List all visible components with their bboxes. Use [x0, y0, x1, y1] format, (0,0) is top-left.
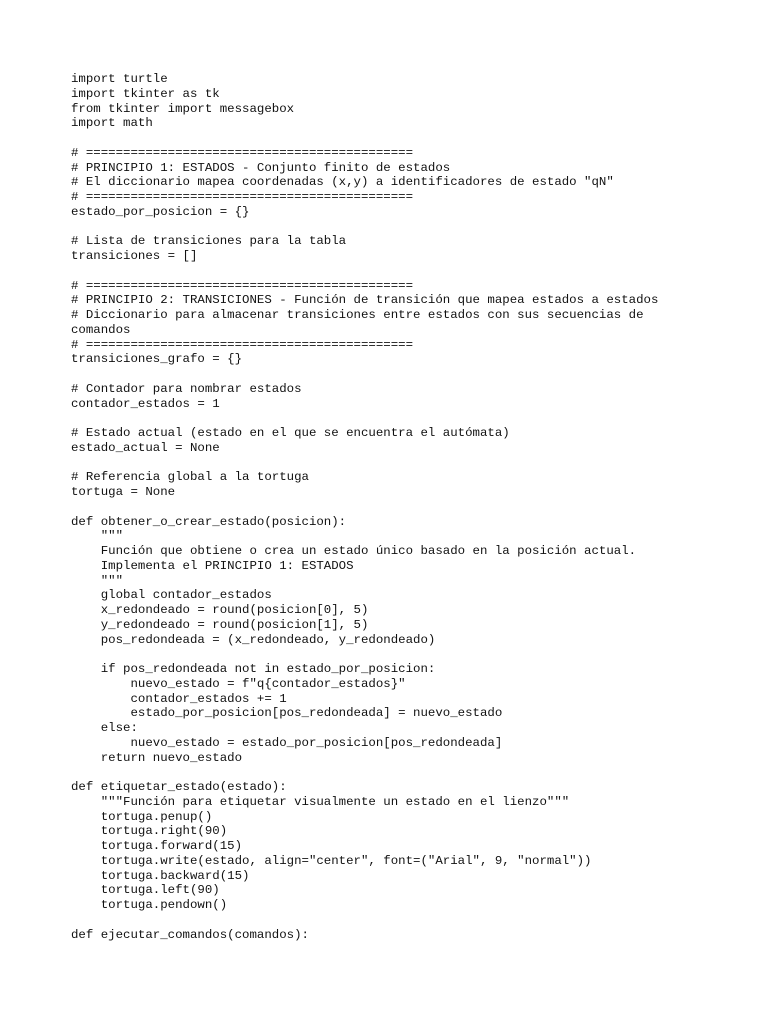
code-line: # El diccionario mapea coordenadas (x,y) a identificadores de estado "qN": [71, 175, 614, 190]
code-line: # Referencia global a la tortuga: [71, 470, 309, 485]
code-line: transiciones_grafo = {}: [71, 352, 243, 367]
code-line: [71, 131, 731, 146]
code-line: # ============================================: [71, 337, 414, 352]
code-line: estado_por_posicion = {}: [71, 204, 250, 219]
code-line: from tkinter import messagebox: [71, 101, 295, 116]
code-line: # Estado actual (estado en el que se encuentra el autómata): [71, 426, 510, 440]
code-line: tortuga = None: [71, 485, 176, 499]
code-line: global contador_estados: [71, 588, 272, 603]
code-line: import tkinter as tk: [71, 86, 220, 101]
code-line: Función que obtiene o crea un estado único basado en la posición actual.: [71, 544, 637, 558]
code-line: else:: [71, 721, 138, 735]
code-line: transiciones = []: [71, 249, 198, 263]
code-line: pos_redondeada = (x_redondeado, y_redondeado): [71, 632, 436, 647]
code-line: def ejecutar_comandos(comandos):: [71, 927, 309, 942]
code-line: # ============================================: [71, 190, 414, 204]
code-line: return nuevo_estado: [71, 750, 243, 765]
code-line: estado_por_posicion[pos_redondeada] = nuevo_estado: [71, 706, 503, 721]
code-line: [71, 367, 731, 382]
code-line: tortuga.left(90): [71, 883, 220, 898]
code-line: def etiquetar_estado(estado):: [71, 780, 287, 794]
code-line: import turtle: [71, 72, 168, 86]
code-line: # Contador para nombrar estados: [71, 381, 302, 396]
code-line: tortuga.penup(): [71, 809, 213, 824]
code-line: # ============================================: [71, 145, 414, 160]
code-line: nuevo_estado = f"q{contador_estados}": [71, 676, 406, 691]
code-line: [71, 220, 731, 235]
code-line: # Lista de transiciones para la tabla: [71, 234, 347, 249]
code-line: import math: [71, 116, 153, 131]
code-line: [71, 913, 731, 928]
code-line: [71, 647, 731, 662]
code-line: tortuga.forward(15): [71, 839, 243, 853]
code-line: comandos: [71, 322, 131, 337]
code-line: [71, 765, 731, 780]
code-line: tortuga.right(90): [71, 824, 228, 839]
code-line: tortuga.pendown(): [71, 898, 228, 912]
code-line: # PRINCIPIO 1: ESTADOS - Conjunto finito de estados: [71, 160, 451, 175]
code-line: nuevo_estado = estado_por_posicion[pos_redondeada]: [71, 735, 503, 750]
code-line: # Diccionario para almacenar transiciones entre estados con sus secuencias de: [71, 308, 644, 322]
code-line: estado_actual = None: [71, 440, 220, 455]
code-line: def obtener_o_crear_estado(posicion):: [71, 514, 347, 529]
code-line: y_redondeado = round(posicion[1], 5): [71, 617, 369, 632]
code-line: contador_estados = 1: [71, 396, 220, 411]
code-line: [71, 264, 731, 279]
code-line: tortuga.write(estado, align="center", font=("Arial", 9, "normal")): [71, 853, 592, 868]
code-line: """: [71, 573, 124, 588]
code-line: [71, 500, 731, 515]
code-line: # PRINCIPIO 2: TRANSICIONES - Función de transición que mapea estados a estados: [71, 293, 659, 308]
code-line: if pos_redondeada not in estado_por_posicion:: [71, 662, 436, 676]
code-line: """: [71, 529, 124, 544]
code-line: [71, 456, 731, 471]
code-line: # ============================================: [71, 278, 414, 293]
code-line: tortuga.backward(15): [71, 868, 250, 883]
code-line: x_redondeado = round(posicion[0], 5): [71, 603, 369, 617]
code-line: Implementa el PRINCIPIO 1: ESTADOS: [71, 558, 354, 573]
code-listing: [71, 72, 731, 942]
code-line: [71, 411, 731, 426]
code-line: contador_estados += 1: [71, 691, 287, 706]
code-line: """Función para etiquetar visualmente un estado en el lienzo""": [71, 794, 570, 809]
